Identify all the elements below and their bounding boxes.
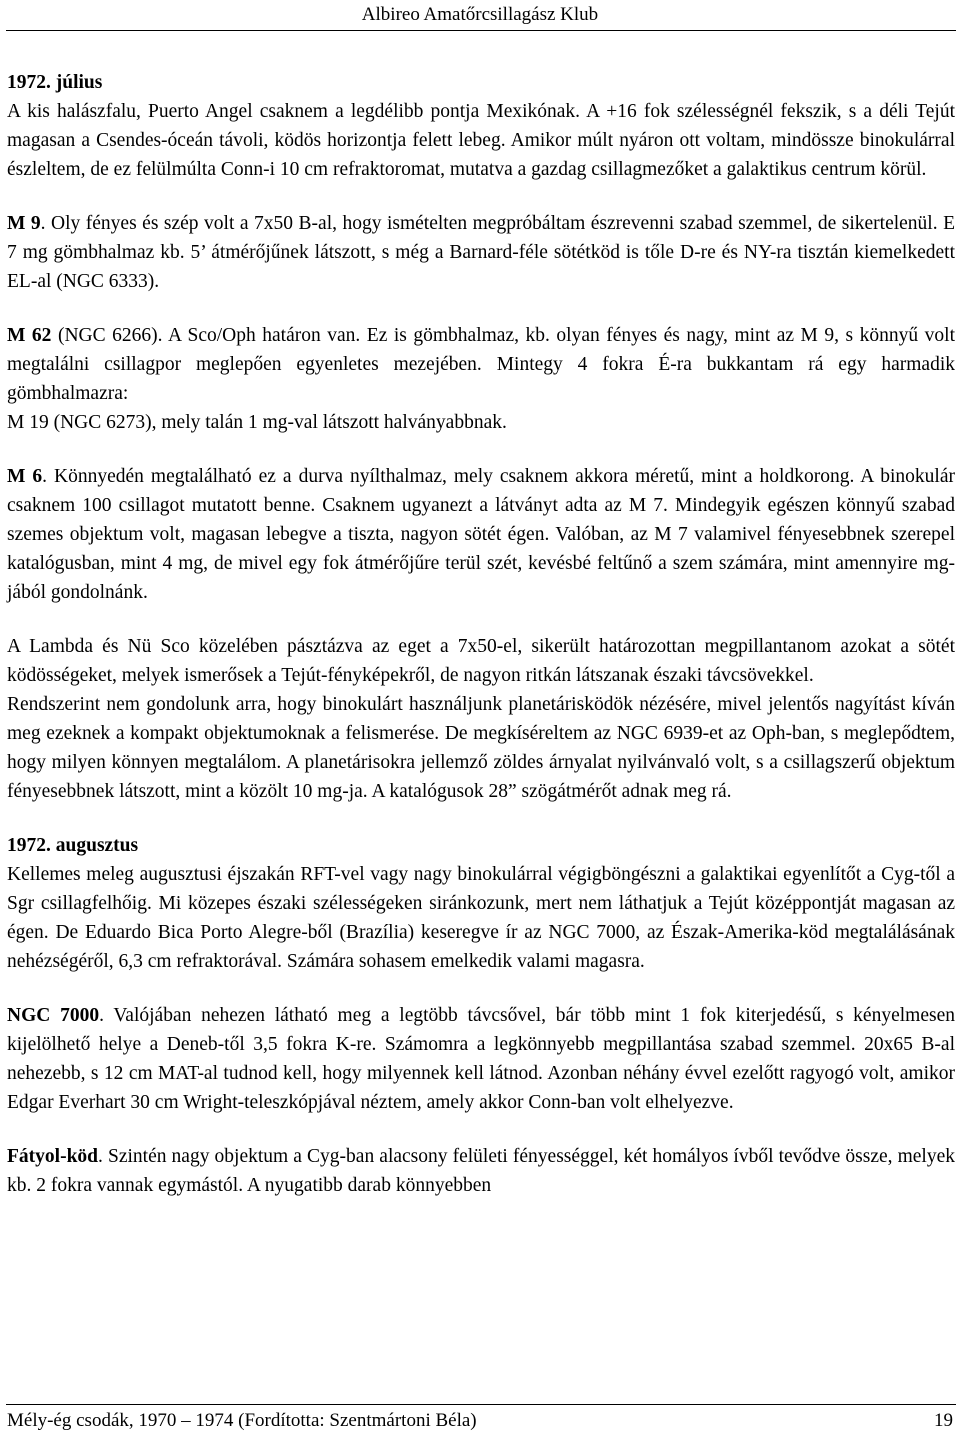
veil-text: . Szintén nagy objektum a Cyg-ban alacsony felületi fényességgel, két homályos ívből tevődve össze, melyek kb. 2 fokra vannak egymástól. A nyugatibb darab könnyebben — [7, 1146, 955, 1196]
july-paragraph: A kis halászfalu, Puerto Angel csaknem a legdélibb pontja Mexikónak. A +16 fok szélességnél fekszik, s a déli Tejút magasan a Csendes-óceán távoli, ködös horizontja felett lebeg. Amikor múlt nyáron ott voltam, mindössze binokulárral észleltem, de ez felülmúlta Conn-i 10 cm refraktoromat, mutatva a gazdag csillagmezőket a galaktikus centrum körül. — [7, 101, 955, 180]
july-heading: 1972. július — [7, 72, 103, 93]
planetary-paragraph: Rendszerint nem gondolunk arra, hogy binokulárt használjunk planetárisködök nézésére, mivel jelentős nagyítást kíván meg ezeknek a kompakt objektumoknak a felismerése. De megkíséreltem az NGC 6939-et az Oph-ban, s meglepődtem, hogy milyen könnyen megtalálom. A planetárisokra jellemző zöldes árnyalat nyilvánvaló volt, s a csillagszerű objektum fényesebbnek látszott, mint a közölt 10 mg-ja. A katalógusok 28” szögátmérőt adnak meg rá. — [7, 694, 955, 802]
m6-text: . Könnyedén megtalálható ez a durva nyílthalmaz, mely csaknem akkora méretű, mint a holdkorong. A binokulár csaknem 100 csillagot mutatott benne. Csaknem ugyanezt a látványt adta az M 7. Mindegyik egészen könnyű szabad szemes objektum volt, magasan lebegve a tiszta, nagyon sötét égen. Valóban, az M 7 valamivel fényesebbnek szerepel katalógusban, mint 4 mg, de mivel egy fok átmérőjűre terül szét, kevésbé feltűnő a szem számára, mint amennyire mg-jából gondolnánk. — [7, 466, 955, 603]
veil-label: Fátyol-köd — [7, 1146, 99, 1167]
m62-label: M 62 — [7, 325, 52, 346]
m62-paragraph — [7, 321, 955, 408]
header-divider — [6, 30, 956, 31]
m19-paragraph: M 19 (NGC 6273), mely talán 1 mg-val látszott halványabbnak. — [7, 412, 507, 433]
ngc7000-paragraph — [7, 1001, 955, 1117]
document-body — [7, 68, 955, 1200]
ngc7000-text: . Valójában nehezen látható meg a legtöbb távcsővel, bár több mint 1 fok kiterjedésű, s kényelmesen kijelölhető helye a Deneb-től 3,5 fokra K-re. Számomra a legkönnyebb megpillantása szabad szemmel. 20x65 B-al nehezebb, s 12 cm MAT-al tudnod kell, hogy milyennek kell látnod. Azonban néhány évvel ezelőtt ragyogó volt, amikor Edgar Everhart 30 cm Wright-teleszkópjával néztem, amely akkor Conn-ban volt elhelyezve. — [7, 1005, 955, 1113]
footer-citation: Mély-ég csodák, 1970 – 1974 (Fordította: Szentmártoni Béla) — [7, 1410, 477, 1431]
ngc7000-label: NGC 7000 — [7, 1005, 100, 1026]
lambda-paragraph: A Lambda és Nü Sco közelében pásztázva az eget a 7x50-el, sikerült határozottan megpillantanom azokat a sötét ködösségeket, melyek ismerősek a Tejút-fényképekről, de nagyon ritkán látszanak északi távcsövekkel. — [7, 636, 955, 686]
m9-paragraph — [7, 209, 955, 296]
m9-label: M 9 — [7, 213, 41, 234]
page-number: 19 — [934, 1410, 953, 1431]
august-heading: 1972. augusztus — [7, 835, 139, 856]
footer-divider — [6, 1404, 956, 1405]
m9-text: . Oly fényes és szép volt a 7x50 B-al, hogy ismételten megpróbáltam észrevenni szabad szemmel, de sikertelenül. E 7 mg gömbhalmaz kb. 5’ átmérőjűnek látszott, s még a Barnard-féle sötétköd is tőle D-re és NY-ra tisztán kiemelkedett EL-al (NGC 6333). — [7, 213, 955, 292]
august-paragraph: Kellemes meleg augusztusi éjszakán RFT-vel vagy nagy binokulárral végigböngészni a galaktikai egyenlítőt a Cyg-től a Sgr csillagfelhőig. Mi közepes északi szélességeken siránkozunk, mert nem láthatjuk a Tejút középpontját magasan az égen. De Eduardo Bica Porto Alegre-ből (Brazília) keseregve ír az NGC 7000, az Észak-Amerika-köd megtalálásának nehézségéről, 6,3 cm refraktorával. Számára sohasem emelkedik valami magasra. — [7, 864, 955, 972]
header-title: Albireo Amatőrcsillagász Klub — [361, 4, 599, 25]
m6-paragraph — [7, 462, 955, 607]
m6-label: M 6 — [7, 466, 43, 487]
m62-text: (NGC 6266). A Sco/Oph határon van. Ez is gömbhalmaz, kb. olyan fényes és nagy, mint az M 9, s könnyű volt megtalálni csillagpor meglepően egyenletes mezejében. Mintegy 4 fokra É-ra bukkantam rá egy harmadik gömbhalmazra: — [7, 325, 956, 404]
veil-paragraph — [7, 1142, 955, 1200]
page-header — [0, 0, 960, 39]
